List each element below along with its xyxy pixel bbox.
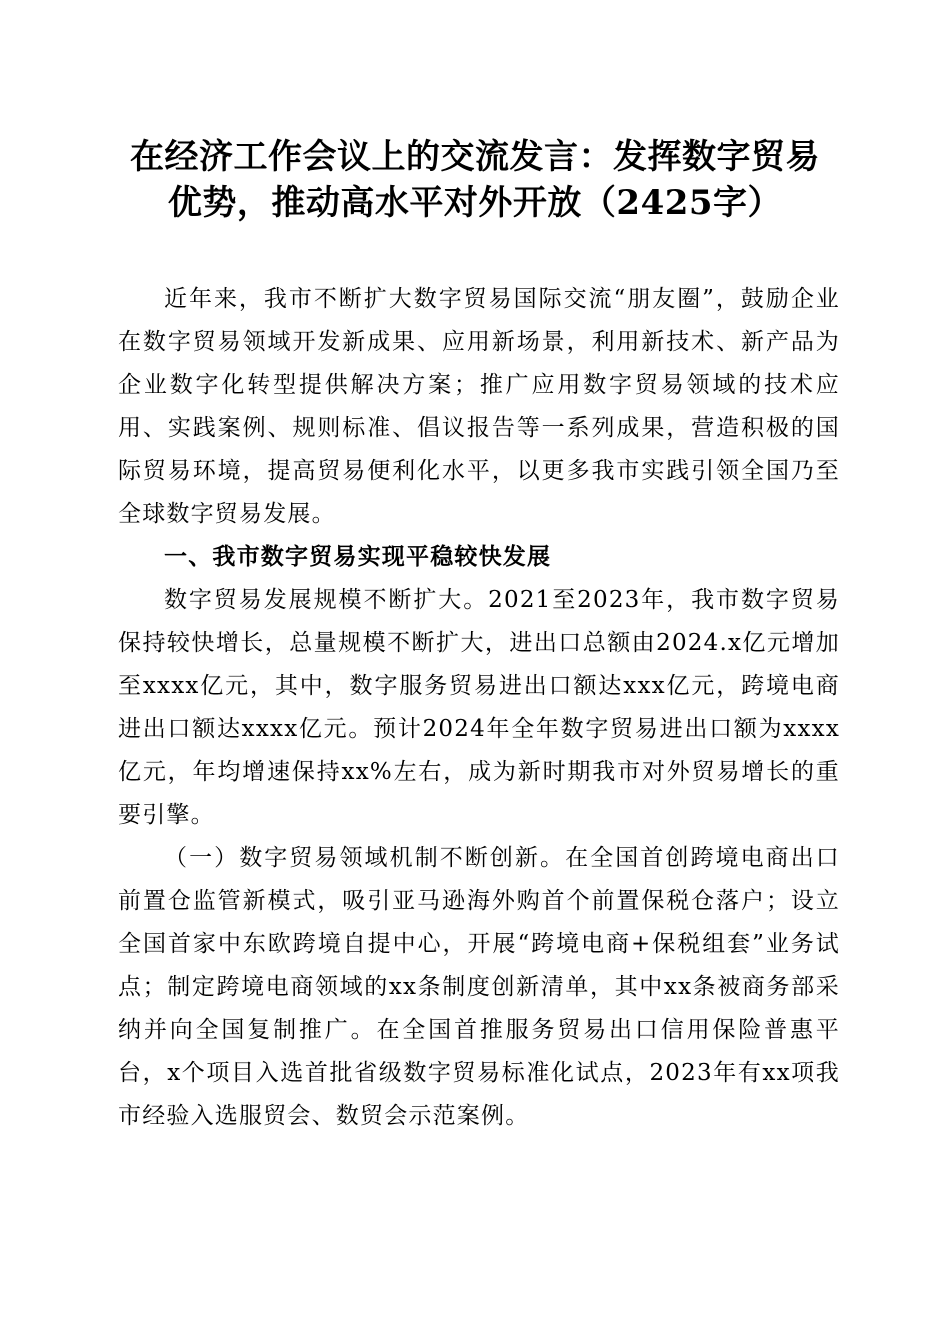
document-body (118, 278, 840, 1138)
document-title (95, 134, 855, 226)
intro-paragraph: 近年来，我市不断扩大数字贸易国际交流“朋友圈”，鼓励企业在数字贸易领域开发新成果、应用新场景，利用新技术、新产品为企业数字化转型提供解决方案；推广应用数字贸易领域的技术应用、实践案例、规则标准、倡议报告等一系列成果，营造积极的国际贸易环境，提高贸易便利化水平，以更多我市实践引领全国乃至全球数字贸易发展。 (118, 286, 840, 527)
title-line-2: 优势，推动高水平对外开放（2425字） (167, 183, 783, 223)
title-line-1: 在经济工作会议上的交流发言：发挥数字贸易 (130, 137, 820, 177)
scale-paragraph: 数字贸易发展规模不断扩大。2021至2023年，我市数字贸易保持较快增长，总量规模不断扩大，进出口总额由2024.x亿元增加至xxxx亿元，其中，数字服务贸易进出口额达xxx亿元，跨境电商进出口额达xxxx亿元。预计2024年全年数字贸易进出口额为xxxx亿元，年均增速保持xx%左右，成为新时期我市对外贸易增长的重要引擎。 (118, 587, 840, 828)
mechanism-paragraph: （一）数字贸易领域机制不断创新。在全国首创跨境电商出口前置仓监管新模式，吸引亚马逊海外购首个前置保税仓落户；设立全国首家中东欧跨境自提中心，开展“跨境电商+保税组套”业务试点；制定跨境电商领域的xx条制度创新清单，其中xx条被商务部采纳并向全国复制推广。在全国首推服务贸易出口信用保险普惠平台，x个项目入选首批省级数字贸易标准化试点，2023年有xx项我市经验入选服贸会、数贸会示范案例。 (118, 845, 840, 1129)
section-heading: 一、我市数字贸易实现平稳较快发展 (164, 544, 552, 570)
